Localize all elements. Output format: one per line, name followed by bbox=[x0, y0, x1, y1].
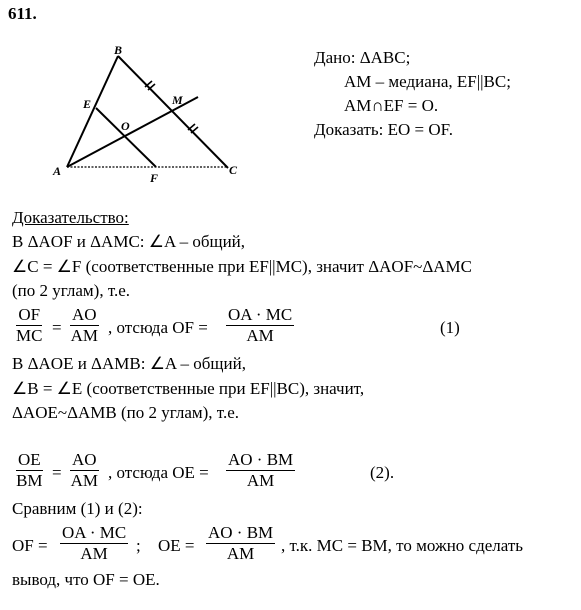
side-BC bbox=[118, 56, 228, 168]
fraction-OF-MC: $\frac{OF}{MC}$ bbox=[16, 305, 43, 345]
fraction-AOBM-AM: $\frac{AO \cdot BM}{AM}$ bbox=[208, 523, 274, 563]
eq2-text: , отсюда OE = bbox=[108, 463, 209, 482]
proof-line-8: вывод, что OF = OE. bbox=[12, 570, 160, 589]
given-line-3: AM∩EF = O. bbox=[344, 96, 439, 115]
equals-sign: = bbox=[52, 318, 62, 337]
given-line-2: AM – медиана, EF||BC; bbox=[344, 72, 511, 91]
proof-line-1: В ΔAOF и ΔAMC: ∠A – общий, bbox=[12, 232, 246, 251]
fraction-AO-AM: $\frac{AO}{AM}$ bbox=[70, 305, 98, 345]
segment-EF bbox=[96, 108, 156, 167]
fraction-AOBM-AM: $\frac{AO \cdot BM}{AM}$ bbox=[228, 450, 294, 490]
proof-line-6: ΔAOE~ΔAMB (по 2 углам), т.е. bbox=[12, 403, 239, 422]
label-C: C bbox=[229, 163, 238, 177]
proof-line-4: В ΔAOE и ΔAMB: ∠A – общий, bbox=[12, 354, 246, 373]
proof-line-2: ∠C = ∠F (соответственные при EF||MC), значит ΔAOF~ΔAMC bbox=[12, 257, 473, 276]
problem-number: 611. bbox=[8, 4, 37, 23]
side-AB bbox=[67, 56, 118, 167]
equation-tag-1: (1) bbox=[440, 318, 460, 337]
given-line-1: Дано: ΔABC; bbox=[314, 48, 411, 67]
proof-line-7: Сравним (1) и (2): bbox=[12, 499, 143, 518]
fraction-OAMC-AM: $\frac{OA \cdot MC}{AM}$ bbox=[62, 523, 127, 563]
fraction-AO-AM: $\frac{AO}{AM}$ bbox=[70, 450, 98, 490]
eq3-prefix-OF: OF = bbox=[12, 536, 48, 555]
label-F: F bbox=[150, 171, 159, 185]
label-O: O bbox=[121, 119, 130, 133]
proof-title: Доказательство: bbox=[12, 208, 129, 227]
equation-tag-2: (2). bbox=[370, 463, 395, 482]
label-B: B bbox=[114, 43, 123, 57]
label-E: E bbox=[83, 97, 92, 111]
eq3-text: , т.к. MC = BM, то можно сделать bbox=[281, 536, 524, 555]
fraction-OE-BM: $\frac{OE}{BM}$ bbox=[16, 450, 43, 490]
eq3-prefix-OE: OE = bbox=[158, 536, 195, 555]
label-M: M bbox=[172, 93, 183, 107]
given-line-4: Доказать: EO = OF. bbox=[314, 120, 453, 139]
fraction-OAMC-AM: $\frac{OA \cdot MC}{AM}$ bbox=[228, 305, 293, 345]
proof-line-3: (по 2 углам), т.е. bbox=[12, 281, 131, 300]
equals-sign: = bbox=[52, 463, 62, 482]
label-A: A bbox=[53, 164, 62, 178]
proof-line-5: ∠B = ∠E (соответственные при EF||BC), значит, bbox=[12, 379, 365, 398]
eq3-separator: ; bbox=[136, 536, 141, 555]
eq1-text: , отсюда OF = bbox=[108, 318, 208, 337]
